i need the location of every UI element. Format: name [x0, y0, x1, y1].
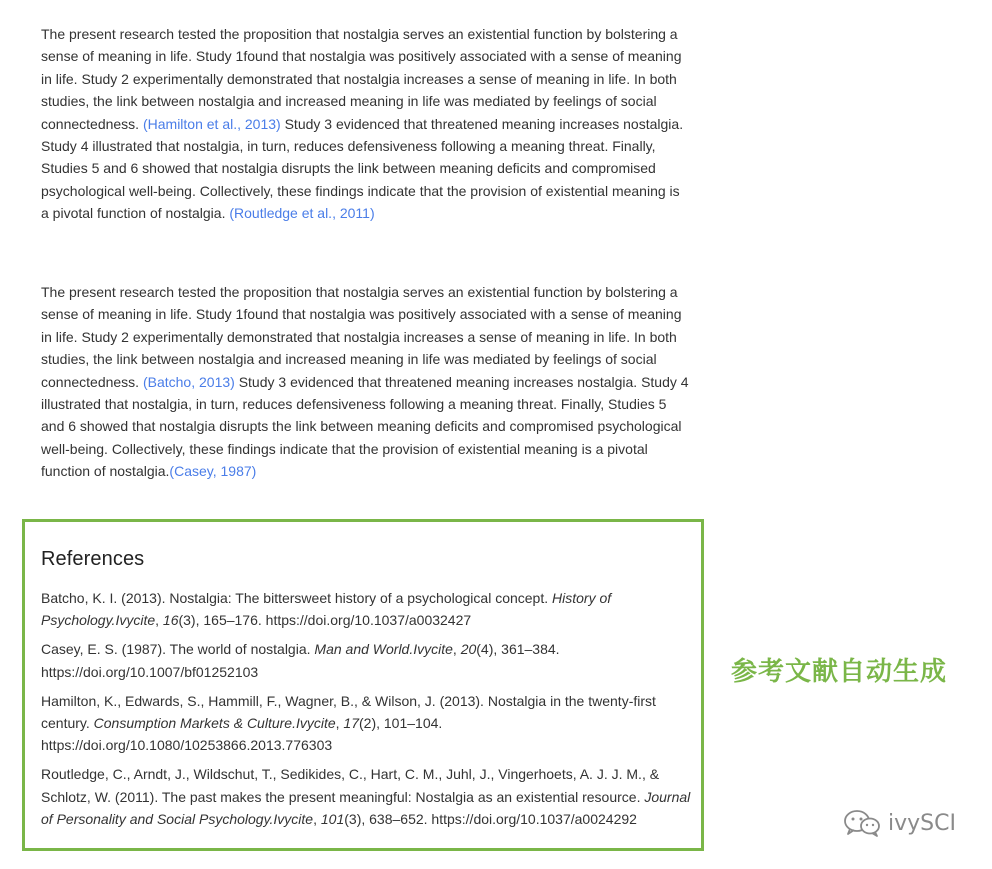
citation-link[interactable]: (Hamilton et al., 2013)	[142, 115, 281, 132]
citation-link[interactable]: (Batcho, 2013)	[142, 373, 235, 390]
reference-text: Hamilton, K., Edwards, S., Hammill, F., Wagner, B., & Wilson, J. (2013). Nostalgia in the twenty-first century.	[41, 692, 656, 732]
paragraph-text: The present research tested the proposition that nostalgia serves an existential function by bolstering a sense of meaning in life. Study 1found that nostalgia was positively associated with a sense of meaning in life. Study 2 experimentally demonstrated that nostalgia increases a sense of meaning in life. In both studies, the link between nostalgia and increased meaning in life was mediated by feelings of social connectedness.	[41, 284, 682, 390]
reference-journal: Man and World.Ivycite	[314, 641, 453, 658]
body-paragraph-2	[41, 281, 691, 483]
reference-text: (3), 638–652. https://doi.org/10.1037/a0024292	[344, 810, 637, 827]
watermark	[842, 808, 956, 838]
reference-separator: ,	[313, 810, 321, 827]
paragraph-text: The present research tested the proposition that nostalgia serves an existential function by bolstering a sense of meaning in life. Study 1found that nostalgia was positively associated with a sense of meaning in life. Study 2 experimentally demonstrated that nostalgia increases a sense of meaning in life. In both studies, the link between nostalgia and increased meaning in life was mediated by feelings of social connectedness.	[41, 26, 682, 132]
reference-text: Batcho, K. I. (2013). Nostalgia: The bittersweet history of a psychological concept.	[41, 590, 553, 606]
reference-item	[41, 763, 691, 830]
reference-text: (3), 165–176. https://doi.org/10.1037/a0032427	[178, 612, 472, 629]
reference-text: (4), 361–384. https://doi.org/10.1007/bf01252103	[41, 641, 560, 680]
reference-volume: 101	[320, 810, 345, 827]
reference-text: Casey, E. S. (1987). The world of nostalgia.	[41, 641, 315, 658]
reference-text: (2), 101–104. https://doi.org/10.1080/10253866.2013.776303	[41, 715, 443, 754]
reference-separator: ,	[452, 641, 461, 658]
reference-volume: 17	[343, 715, 359, 732]
reference-text: Routledge, C., Arndt, J., Wildschut, T., Sedikides, C., Hart, C. M., Juhl, J., Vingerhoets, A. J. J. M., & Schlotz, W. (2011). The past makes the present meaningful: Nostalgia as an existential resource.	[41, 766, 660, 805]
reference-volume: 16	[162, 612, 179, 629]
wechat-icon	[842, 808, 882, 838]
reference-volume: 20	[460, 641, 477, 658]
reference-item	[41, 638, 691, 682]
body-paragraph-1	[41, 23, 691, 225]
paragraph-text: Study 3 evidenced that threatened meaning increases nostalgia. Study 4 illustrated that nostalgia, in turn, reduces defensiveness following a meaning threat. Finally, Studies 5 and 6 showed that nostalgia disrupts the link between meaning deficits and compromised psychological well-being. Collectively, these findings indicate that the provision of existential meaning is a pivotal function of nostalgia.	[41, 373, 689, 480]
reference-journal: History of Psychology.Ivycite	[41, 590, 612, 629]
citation-link[interactable]: (Casey, 1987)	[169, 463, 257, 480]
reference-separator: ,	[335, 715, 344, 732]
reference-item	[41, 587, 691, 631]
references-heading: References	[41, 548, 145, 570]
reference-separator: ,	[155, 612, 163, 629]
citation-link[interactable]: (Routledge et al., 2011)	[229, 205, 375, 222]
reference-item	[41, 690, 691, 757]
reference-journal: Consumption Markets & Culture.Ivycite	[93, 715, 336, 732]
reference-journal: Journal of Personality and Social Psychology.Ivycite	[41, 788, 691, 827]
references-section	[22, 519, 704, 851]
watermark-text: ivySCI	[888, 810, 956, 836]
paragraph-text: Study 3 evidenced that threatened meaning increases nostalgia. Study 4 illustrated that nostalgia, in turn, reduces defensiveness following a meaning threat. Finally, Studies 5 and 6 showed that nostalgia disrupts the link between meaning deficits and compromised psychological well-being. Collectively, these findings indicate that the provision of existential meaning is a pivotal function of nostalgia.	[41, 115, 684, 222]
auto-generate-references-label: 参考文献自动生成	[731, 657, 948, 687]
reference-list	[41, 587, 691, 837]
